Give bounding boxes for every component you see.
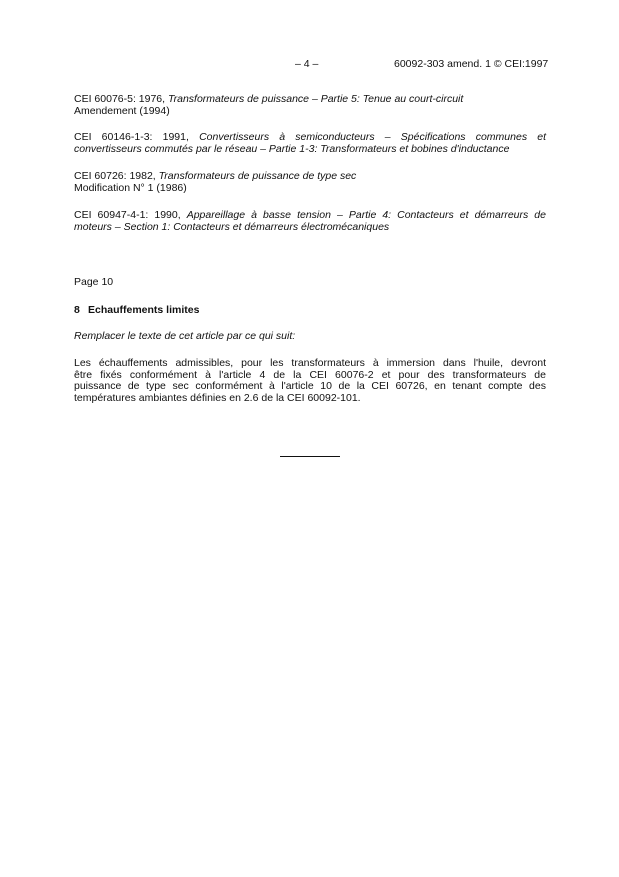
reference-line: CEI 60146-1-3: 1991, Convertisseurs à semiconducteurs – Spécifications communes et bbox=[74, 131, 546, 143]
end-rule bbox=[280, 456, 340, 457]
body-paragraph bbox=[74, 358, 546, 404]
page-reference: Page 10 bbox=[74, 276, 114, 288]
page-number: – 4 – bbox=[295, 58, 319, 70]
body-line: Les échauffements admissibles, pour les transformateurs à immersion dans l'huile, devront bbox=[74, 357, 546, 369]
body-line: températures ambiantes définies en 2.6 de la CEI 60092-101. bbox=[74, 391, 361, 404]
body-line: puissance de type sec conformément à l'article 10 de la CEI 60726, en tenant compte des bbox=[74, 380, 546, 392]
reference-entry bbox=[74, 171, 546, 194]
reference-entry bbox=[74, 210, 546, 233]
reference-line: Amendement (1994) bbox=[74, 104, 170, 117]
reference-line: CEI 60726: 1982, Transformateurs de puissance de type sec bbox=[74, 170, 357, 182]
reference-line: CEI 60947-4-1: 1990, Appareillage à basse tension – Partie 4: Contacteurs et démarreurs de bbox=[74, 209, 546, 221]
reference-line: Modification N° 1 (1986) bbox=[74, 181, 187, 194]
amendment-instruction: Remplacer le texte de cet article par ce qui suit: bbox=[74, 330, 296, 342]
reference-line: moteurs – Section 1: Contacteurs et démarreurs électromécaniques bbox=[74, 220, 390, 233]
reference-line: convertisseurs commutés par le réseau – Partie 1-3: Transformateurs et bobines d'inductance bbox=[74, 142, 510, 155]
reference-entry bbox=[74, 94, 546, 117]
section-heading bbox=[74, 304, 199, 316]
reference-entry bbox=[74, 132, 546, 155]
document-reference: 60092-303 amend. 1 © CEI:1997 bbox=[394, 58, 549, 70]
section-title: Echauffements limites bbox=[88, 304, 200, 316]
body-line: être fixés conformément à l'article 4 de la CEI 60076-2 et pour des transformateurs de bbox=[74, 368, 546, 381]
section-number: 8 bbox=[74, 304, 80, 316]
reference-line: CEI 60076-5: 1976, Transformateurs de puissance – Partie 5: Tenue au court-circuit bbox=[74, 93, 464, 105]
